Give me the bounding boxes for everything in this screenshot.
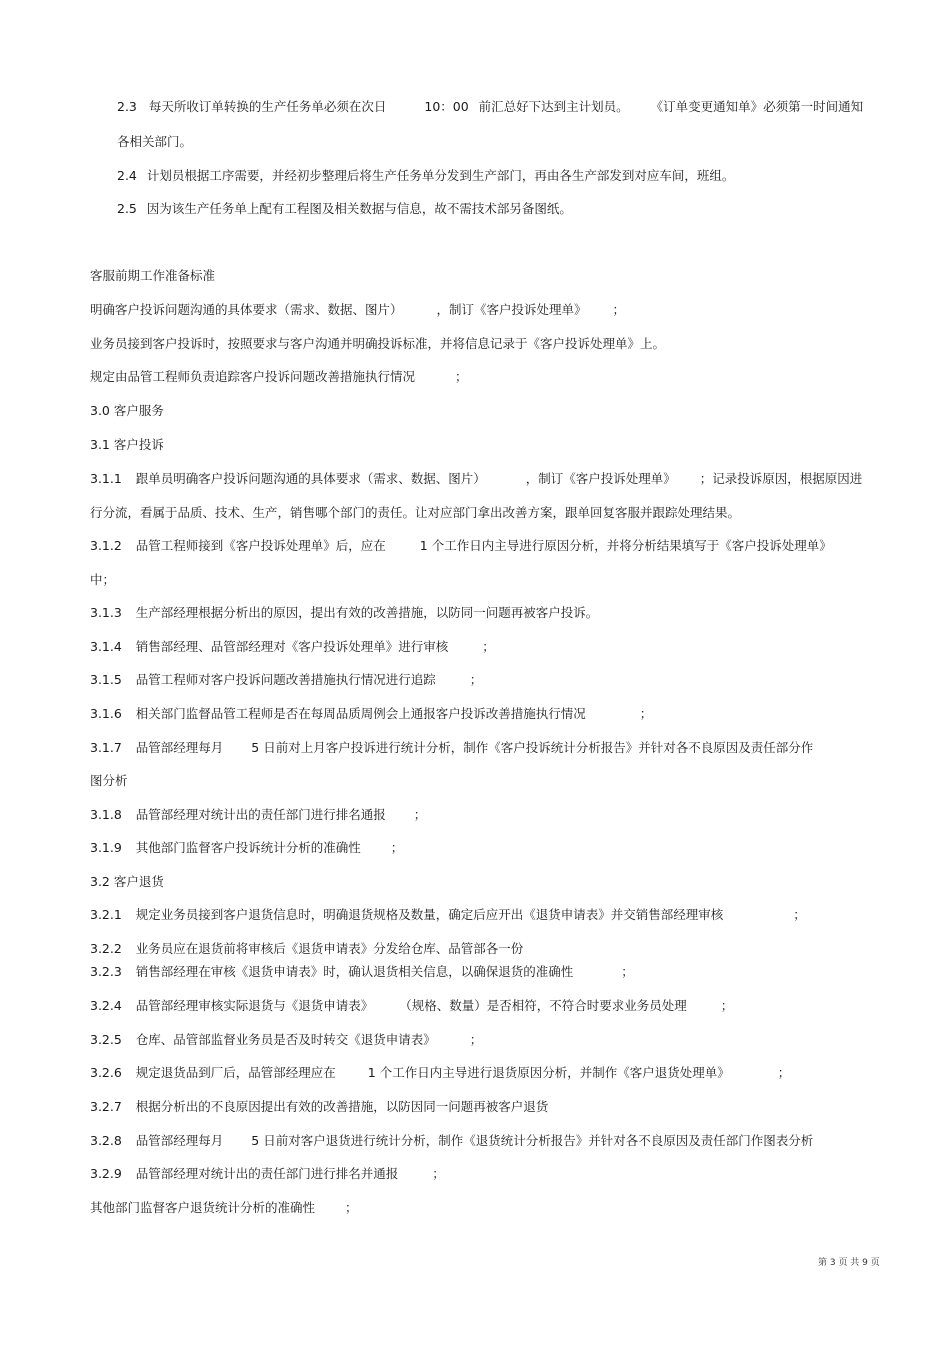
item-number: 3.1.1 [90,471,122,486]
section-3-1-heading: 3.1 客户投诉 [90,437,164,452]
item-number: 3.1.5 [90,672,122,687]
prep-line-1: 明确客户投诉问题沟通的具体要求（需求、数据、图片） ，制订《客户投诉处理单》 ； [90,302,626,317]
item-number: 2.5 [117,201,137,216]
item-number: 3.1.3 [90,605,122,620]
item-number: 3.2.3 [90,964,122,979]
prep-heading: 客服前期工作准备标准 [90,268,216,283]
item-2-5: 2.5 因为该生产任务单上配有工程图及相关数据与信息，故不需技术部另备图纸。 [117,201,572,216]
item-3-1-1-continuation: 行分流，看属于品质、技术、生产，销售哪个部门的责任。让对应部门拿出改善方案，跟单回复客服并跟踪处理结果。 [90,505,741,520]
item-number: 3.1.6 [90,706,122,721]
item-number: 3.1.7 [90,740,122,755]
item-3-1-3: 3.1.3 生产部经理根据分析出的原因，提出有效的改善措施，以防同一问题再被客户投诉。 [90,605,599,620]
item-3-2-5: 3.2.5 仓库、品管部监督业务员是否及时转交《退货申请表》 ； [90,1032,483,1047]
item-3-2-4: 3.2.4 品管部经理审核实际退货与《退货申请表》 （规格、数量）是否相符，不符合时要求业务员处理 ； [90,998,734,1013]
item-3-1-1: 3.1.1 跟单员明确客户投诉问题沟通的具体要求（需求、数据、图片） ，制订《客户投诉处理单》 ；记录投诉原因，根据原因进 [90,471,863,486]
item-number: 3.2.5 [90,1032,122,1047]
item-3-1-6: 3.1.6 相关部门监督品管工程师是否在每周品质周例会上通报客户投诉改善措施执行情况 ； [90,706,653,721]
section-3-2-heading: 3.2 客户退货 [90,874,164,889]
section-3-0-heading: 3.0 客户服务 [90,403,164,418]
item-3-1-7-continuation: 图分析 [90,773,128,788]
item-number: 3.2.9 [90,1166,122,1181]
returns-last-line: 其他部门监督客户退货统计分析的准确性 ； [90,1200,358,1215]
item-2-3-continuation: 各相关部门。 [117,134,193,149]
item-number: 3.1.8 [90,807,122,822]
item-3-1-9: 3.1.9 其他部门监督客户投诉统计分析的准确性 ； [90,840,404,855]
item-number: 3.2.2 [90,941,122,956]
item-3-1-2: 3.1.2 品管工程师接到《客户投诉处理单》后，应在 1 个工作日内主导进行原因分析，并将分析结果填写于《客户投诉处理单》 [90,538,832,553]
item-3-1-4: 3.1.4 销售部经理、品管部经理对《客户投诉处理单》进行审核 ； [90,639,495,654]
item-number: 3.2.6 [90,1065,122,1080]
item-number: 3.1.4 [90,639,122,654]
item-number: 3.1.2 [90,538,122,553]
page-number-footer: 第 3 页 共 9 页 [818,1258,880,1268]
item-3-1-2-continuation: 中； [90,572,116,587]
item-3-1-7: 3.1.7 品管部经理每月 5 日前对上月客户投诉进行统计分析，制作《客户投诉统计分析报告》并针对各不良原因及责任部分作 [90,740,814,755]
item-number: 2.3 [117,99,137,114]
item-2-3: 2.3 每天所收订单转换的生产任务单必须在次日 10：00 前汇总好下达到主计划员。 《订单变更通知单》必须第一时间通知 [117,99,864,114]
item-2-4: 2.4 计划员根据工序需要，并经初步整理后将生产任务单分发到生产部门，再由各生产部发到对应车间，班组。 [117,168,735,183]
item-number: 3.2.7 [90,1099,122,1114]
item-3-2-2: 3.2.2 业务员应在退货前将审核后《退货申请表》分发给仓库、品管部各一份 [90,941,524,956]
item-number: 3.2.1 [90,907,122,922]
item-number: 3.2.4 [90,998,122,1013]
item-number: 3.1.9 [90,840,122,855]
item-number: 3.2.8 [90,1133,122,1148]
item-3-1-5: 3.1.5 品管工程师对客户投诉问题改善措施执行情况进行追踪 ； [90,672,483,687]
prep-line-3: 规定由品管工程师负责追踪客户投诉问题改善措施执行情况 ； [90,369,468,384]
item-3-2-8: 3.2.8 品管部经理每月 5 日前对客户退货进行统计分析，制作《退货统计分析报告》并针对各不良原因及责任部门作图表分析 [90,1133,814,1148]
item-3-2-7: 3.2.7 根据分析出的不良原因提出有效的改善措施，以防因同一问题再被客户退货 [90,1099,549,1114]
prep-line-2: 业务员接到客户投诉时，按照要求与客户沟通并明确投诉标准，并将信息记录于《客户投诉处理单》上。 [90,336,666,351]
item-3-2-6: 3.2.6 规定退货品到厂后，品管部经理应在 1 个工作日内主导进行退货原因分析，并制作《客户退货处理单》 ； [90,1065,791,1080]
item-number: 2.4 [117,168,137,183]
item-3-2-3: 3.2.3 销售部经理在审核《退货申请表》时，确认退货相关信息，以确保退货的准确性 ； [90,964,634,979]
item-3-2-1: 3.2.1 规定业务员接到客户退货信息时，明确退货规格及数量，确定后应开出《退货申请表》并交销售部经理审核 ； [90,907,806,922]
item-3-1-8: 3.1.8 品管部经理对统计出的责任部门进行排名通报 ； [90,807,427,822]
item-3-2-9: 3.2.9 品管部经理对统计出的责任部门进行排名并通报 ； [90,1166,445,1181]
